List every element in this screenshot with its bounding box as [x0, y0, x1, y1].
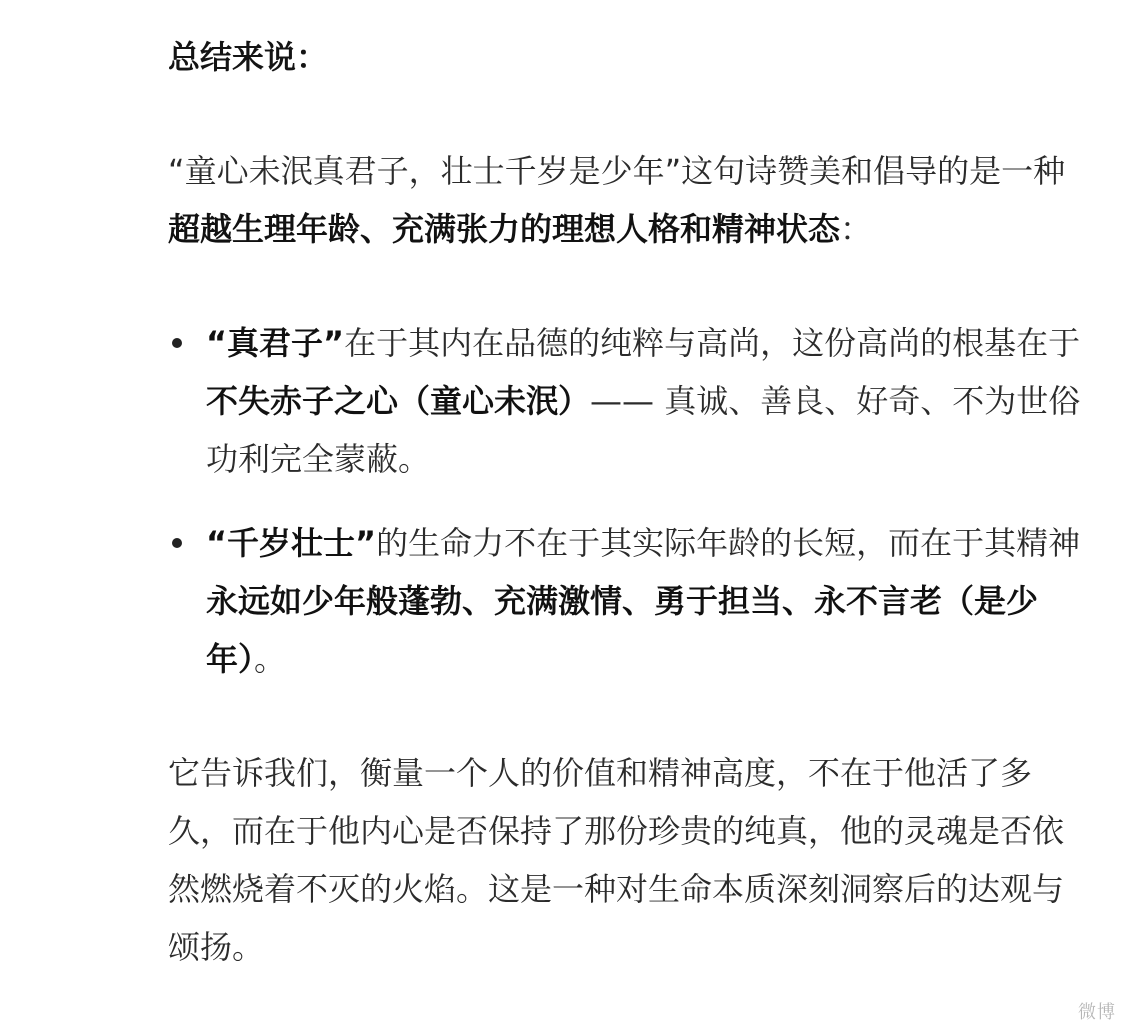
summary-heading: 总结来说： — [168, 38, 329, 76]
bullet-list — [168, 314, 1088, 688]
intro-paragraph — [168, 142, 1088, 258]
bullet-item-thousand-year-hero — [168, 514, 1088, 688]
bullet-item-true-gentleman — [168, 314, 1088, 488]
bullet-text-1: 在于其内在品德的纯粹与高尚，这份高尚的根基在于 — [344, 324, 1081, 362]
intro-bold: 超越生理年龄、充满张力的理想人格和精神状态 — [168, 210, 841, 248]
spacer — [168, 86, 1088, 142]
bullet-bold-1: “真君子” — [206, 324, 345, 362]
intro-text-1: “童心未泯真君子，壮士千岁是少年”这句诗赞美和倡导的是一种 — [168, 152, 1066, 190]
spacer — [168, 688, 1088, 744]
bullet-dot-icon — [172, 338, 182, 348]
watermark-logo: 微博 — [1078, 1002, 1116, 1023]
intro-text-2: ： — [840, 210, 873, 248]
bullet-bold-1: “千岁壮士” — [206, 524, 377, 562]
bullet-text-2: 。 — [254, 640, 287, 678]
bullet-text-1: 的生命力不在于其实际年龄的长短，而在于其精神 — [376, 524, 1081, 562]
bullet-bold-2: 永远如少年般蓬勃、充满激情、勇于担当、永不言老（是少年） — [206, 582, 1039, 678]
bullet-bold-2: 不失赤子之心（童心未泯） — [206, 382, 591, 420]
bullet-text-2: —— 真诚、善良、好奇、不为世俗功利完全蒙蔽。 — [206, 382, 1081, 478]
conclusion-paragraph: 它告诉我们，衡量一个人的价值和精神高度，不在于他活了多久，而在于他内心是否保持了那份珍贵的纯真，他的灵魂是否依然燃烧着不灭的火焰。这是一种对生命本质深刻洞察后的达观与颂扬。 — [168, 754, 1065, 966]
article — [168, 28, 1088, 976]
spacer — [168, 258, 1088, 314]
bullet-text — [206, 324, 1080, 478]
bullet-text — [206, 524, 1080, 678]
bullet-dot-icon — [172, 538, 182, 548]
